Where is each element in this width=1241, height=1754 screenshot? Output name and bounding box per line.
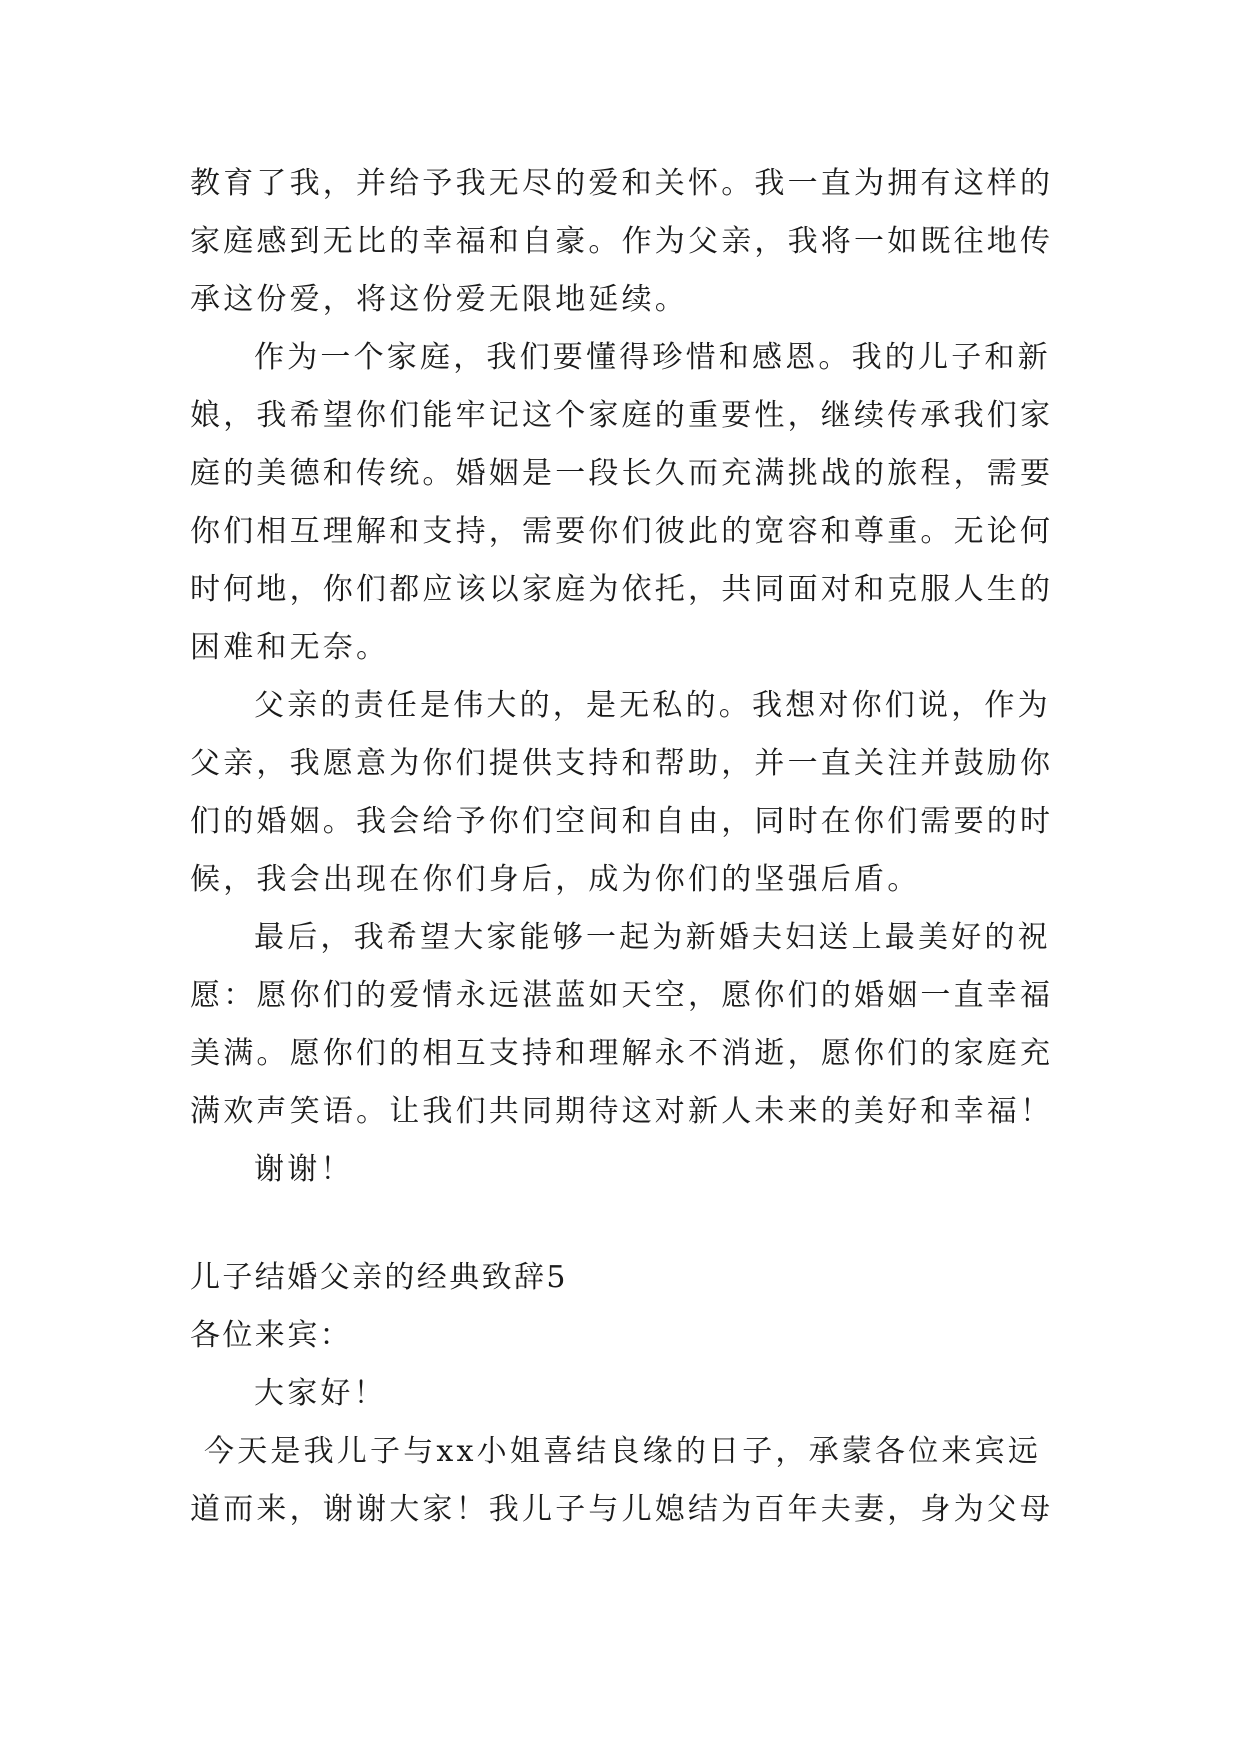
paragraph-line: 时何地，你们都应该以家庭为依托，共同面对和克服人生的 [190, 572, 1054, 607]
salutation: 各位来宾： [190, 1318, 352, 1353]
paragraph-line: 父亲的责任是伟大的，是无私的。我想对你们说，作为 [254, 688, 1051, 723]
paragraph-line: 愿：愿你们的爱情永远湛蓝如天空，愿你们的婚姻一直幸福 [190, 978, 1054, 1013]
document-body [190, 155, 1052, 1539]
paragraph-line: 作为一个家庭，我们要懂得珍惜和感恩。我的儿子和新 [254, 340, 1051, 375]
thanks-line: 谢谢！ [254, 1152, 354, 1187]
paragraph-line: 满欢声笑语。让我们共同期待这对新人未来的美好和幸福！ [190, 1094, 1054, 1129]
paragraph-line: 庭的美德和传统。婚姻是一段长久而充满挑战的旅程，需要 [190, 456, 1054, 491]
section-title: 儿子结婚父亲的经典致辞5 [190, 1260, 568, 1295]
paragraph-line: 困难和无奈。 [190, 630, 390, 665]
paragraph-line: 最后，我希望大家能够一起为新婚夫妇送上最美好的祝 [254, 920, 1051, 955]
paragraph-line: 候，我会出现在你们身后，成为你们的坚强后盾。 [190, 862, 921, 897]
paragraph-line: 们的婚姻。我会给予你们空间和自由，同时在你们需要的时 [190, 804, 1054, 839]
paragraph-line: 承这份爱，将这份爱无限地延续。 [190, 282, 688, 317]
section-gap [190, 1199, 1052, 1249]
paragraph-line: 教育了我，并给予我无尽的爱和关怀。我一直为拥有这样的 [190, 166, 1054, 201]
paragraph-line: 美满。愿你们的相互支持和理解永不消逝，愿你们的家庭充 [190, 1036, 1054, 1071]
paragraph-line: 娘，我希望你们能牢记这个家庭的重要性，继续传承我们家 [190, 398, 1054, 433]
paragraph-line: 你们相互理解和支持，需要你们彼此的宽容和尊重。无论何 [190, 514, 1054, 549]
paragraph-line: 今天是我儿子与xx小姐喜结良缘的日子，承蒙各位来宾远 [204, 1434, 1042, 1469]
paragraph-line: 道而来，谢谢大家！我儿子与儿媳结为百年夫妻，身为父母 [190, 1492, 1054, 1527]
greeting: 大家好！ [254, 1376, 387, 1411]
paragraph-line: 父亲，我愿意为你们提供支持和帮助，并一直关注并鼓励你 [190, 746, 1054, 781]
paragraph-line: 家庭感到无比的幸福和自豪。作为父亲，我将一如既往地传 [190, 224, 1054, 259]
